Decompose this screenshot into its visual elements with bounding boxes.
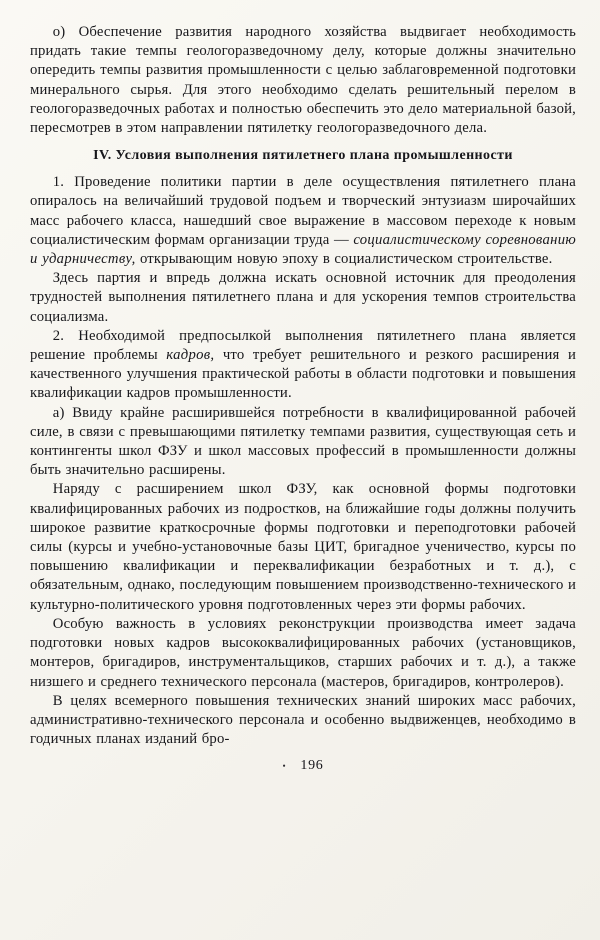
paragraph-3-run-plain: 2. Необходимой предпосылкой выполнения пятилетнего плана является решение проблемы	[30, 327, 576, 364]
paragraph-7: В целях всемерного повышения технических знаний широких масс рабочих, административно-технического персонала и особенно выдвиженцев, необходимо в годичных планах изданий бро-	[30, 692, 576, 748]
paragraph-6: Особую важность в условиях реконструкции производства имеет задача подготовки новых кадров высококвалифицированных рабочих (установщиков, монтеров, бригадиров, инструментальщиков, старших рабочих и т. д.), а также низшего и среднего технического персонала (мастеров, бригадиров, контролеров).	[30, 615, 576, 690]
paragraph-5: Наряду с расширением школ ФЗУ, как основной формы подготовки квалифицированных рабочих из подростков, на ближайшие годы должны получить широкое развитие краткосрочные формы подготовки и переподготовки рабочей силы (курсы и учебно-установочные базы ЦИТ, бригадное ученичество, курсы по повышению квалификации и переквалификации безработных и т. д.), с обязательным, однако, последующим повышением производственно-технического и культурно-политического уровня подготовленных через эти формы рабочих.	[30, 481, 576, 613]
footer-dot-mark: •	[282, 761, 287, 772]
paragraph-1	[30, 173, 576, 269]
paragraph-3-run-italic: кадров,	[166, 347, 215, 364]
paragraph-1-run-plain: 1. Проведение политики партии в деле осуществления пятилетнего плана опиралось на величайший трудовой подъем и творческий энтузиазм широчайших масс рабочего класса, нашедший свое выражение в массовом переходе к новым социалистическим формам организации труда —	[30, 174, 576, 248]
paragraph-3	[30, 327, 576, 404]
paragraph-1-run-italic: социалистическому соревнованию и ударничеству,	[30, 231, 576, 268]
paragraph-2: Здесь партия и впредь должна искать основной источник для преодоления трудностей выполнения пятилетнего плана и для ускорения темпов строительства социализма.	[30, 270, 576, 325]
page-footer	[30, 758, 576, 774]
page-number: 196	[300, 758, 324, 774]
paragraph-item-a: а) Ввиду крайне расширившейся потребности в квалифицированной рабочей силе, в связи с превышающими пятилетку темпами развития, существующая сеть и контингенты школ ФЗУ и школ массовых профессий в промышленности должны быть значительно расширены.	[30, 404, 576, 479]
section-heading: IV. Условия выполнения пятилетнего плана промышленности	[93, 148, 513, 164]
paragraph-item-o: о) Обеспечение развития народного хозяйства выдвигает необходимость придать такие темпы геологоразведочному делу, которые должны значительно опередить темпы развития промышленности с целью заблаговременной подготовки минерального сырья. Для этого необходимо сделать решительный перелом в геологоразведочных работах и полностью обеспечить это дело материальной базой, пересмотрев в этом направлении пятилетку геологоразведочного дела.	[30, 24, 576, 137]
paragraph-1-run-plain-2: открывающим новую эпоху в социалистическом строительстве.	[135, 251, 553, 268]
paragraph-3-run-plain-2: что требует решительного и резкого расширения и качественного улучшения практической работы в области подготовки и повышения квалификации кадров промышленности.	[30, 347, 576, 402]
